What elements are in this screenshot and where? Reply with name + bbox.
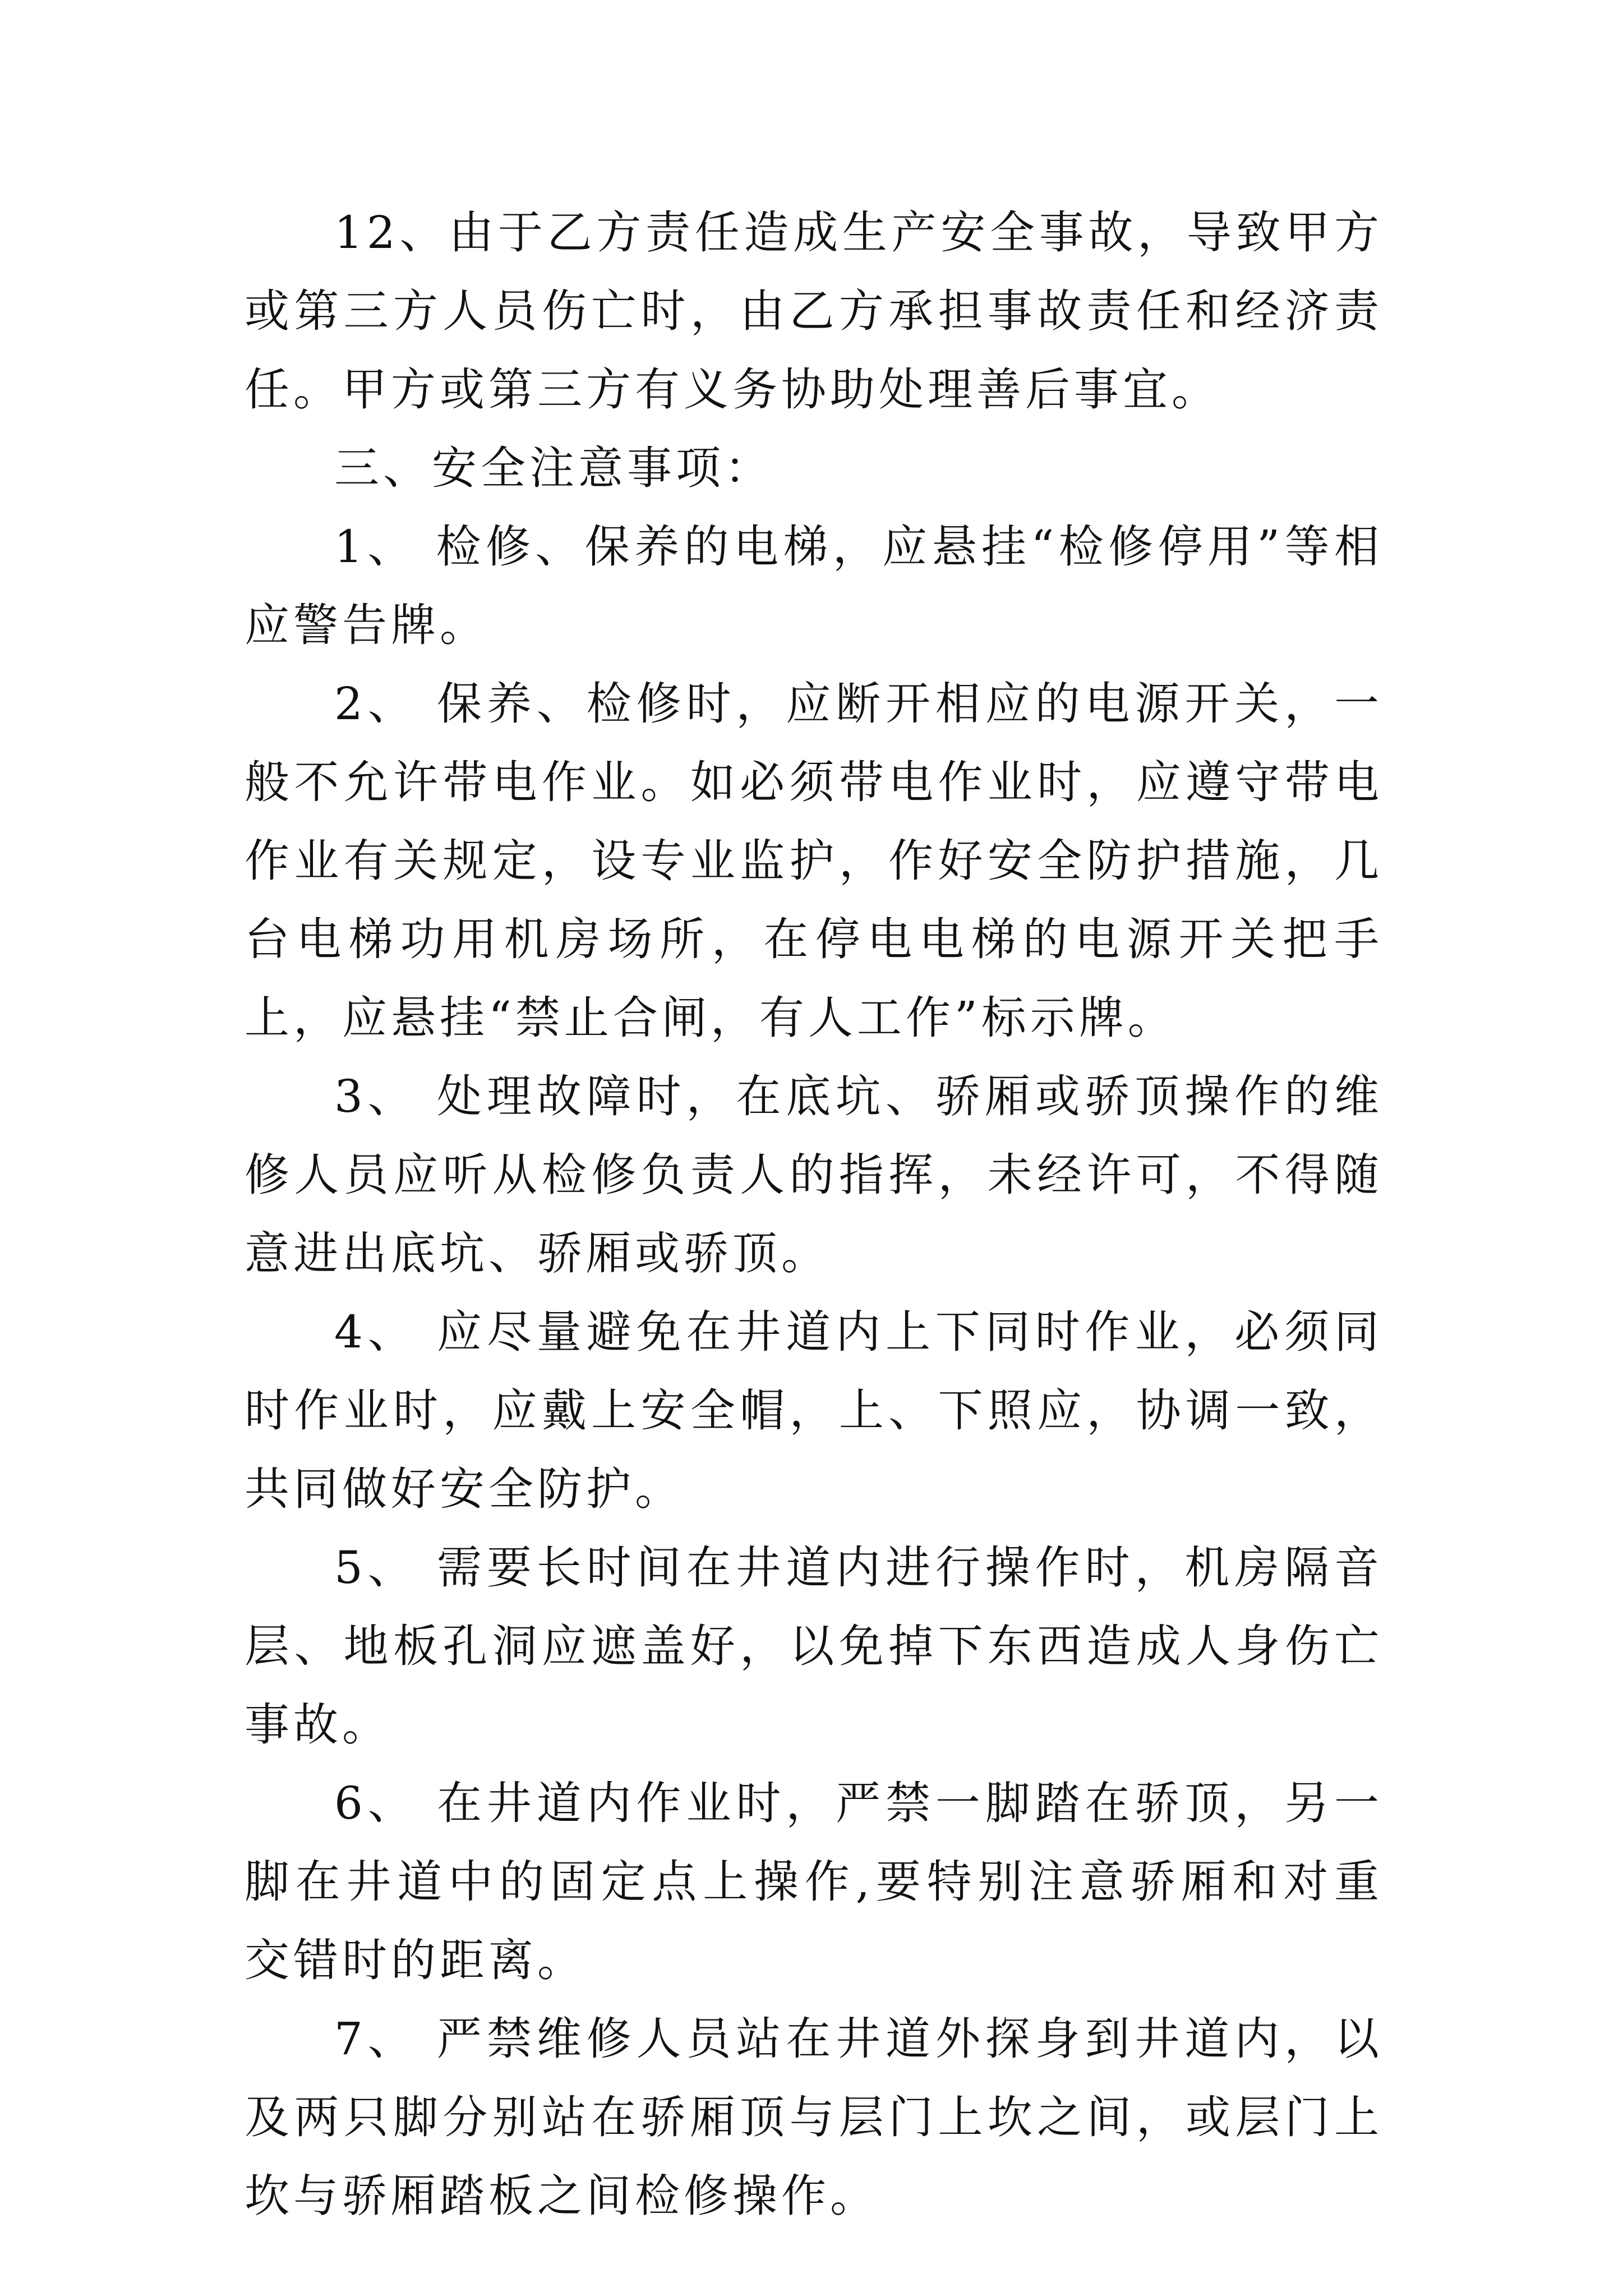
- document-page: [245, 194, 1383, 2235]
- section-heading-safety-notes: 三、安全注意事项：: [334, 442, 773, 494]
- paragraph-12-liability: 12、由于乙方责任造成生产安全事故，导致甲方或第三方人员伤亡时，由乙方承担事故责任和经济责任。甲方或第三方有义务协助处理善后事宜。: [245, 206, 1383, 416]
- paragraph-item-5: 5、 需要长时间在井道内进行操作时，机房隔音层、地板孔洞应遮盖好，以免掉下东西造成人身伤亡事故。: [245, 1542, 1383, 1751]
- paragraph-item-7: 7、 严禁维修人员站在井道外探身到井道内，以及两只脚分别站在骄厢顶与层门上坎之间，或层门上坎与骄厢踏板之间检修操作。: [245, 2013, 1383, 2222]
- paragraph-item-4: 4、 应尽量避免在井道内上下同时作业，必须同时作业时，应戴上安全帽，上、下照应，协调一致，共同做好安全防护。: [245, 1306, 1383, 1515]
- paragraph-item-6: 6、 在井道内作业时，严禁一脚踏在骄顶，另一脚在井道中的固定点上操作,要特别注意骄厢和对重交错时的距离。: [245, 1777, 1383, 1986]
- paragraph-item-1: 1、 检修、保养的电梯，应悬挂“检修停用”等相应警告牌。: [245, 521, 1383, 651]
- paragraph-item-3: 3、 处理故障时，在底坑、骄厢或骄顶操作的维修人员应听从检修负责人的指挥，未经许可，不得随意进出底坑、骄厢或骄顶。: [245, 1070, 1383, 1280]
- paragraph-item-2: 2、 保养、检修时，应断开相应的电源开关，一般不允许带电作业。如必须带电作业时，应遵守带电作业有关规定，设专业监护，作好安全防护措施，几台电梯功用机房场所，在停电电梯的电源开关把手上，应悬挂“禁止合闸，有人工作”标示牌。: [245, 678, 1383, 1044]
